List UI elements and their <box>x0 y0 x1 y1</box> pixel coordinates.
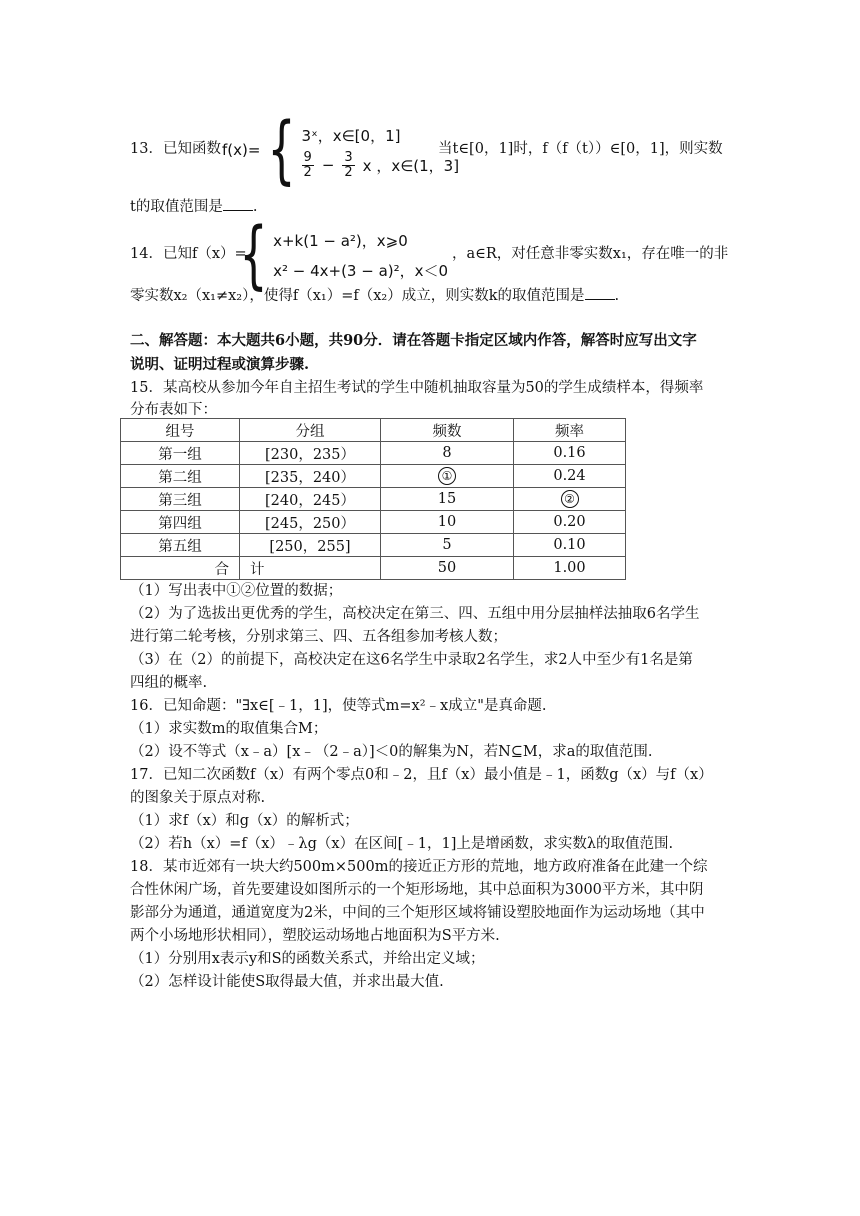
table-cell: 0.16 <box>514 442 626 465</box>
table-cell: 10 <box>381 511 514 534</box>
table-cell: [245，250） <box>240 511 381 534</box>
q14-line-2: 零实数x₂（x₁≠x₂），使得f（x₁）=f（x₂）成立，则实数k的取值范围是 . <box>130 285 619 307</box>
minus-sign: − <box>321 156 335 174</box>
table-row <box>121 442 626 465</box>
section-2-header-line-1: 二、解答题：本大题共6小题，共90分．请在答题卡指定区域内作答，解答时应写出文字 <box>130 332 697 349</box>
table-cell: [235，240） <box>240 465 381 488</box>
q18-line-1: 18．某市近郊有一块大约500m×500m的接近正方形的荒地，地方政府准备在此建一个综 <box>130 859 708 875</box>
q18-line-3: 影部分为通道，通道宽度为2米，中间的三个矩形区域将铺设塑胶地面作为运动场地（其中 <box>130 905 705 921</box>
q14-case-1: x+k(1 − a²)，x⩾0 <box>273 231 408 250</box>
table-cell: 第一组 <box>121 442 240 465</box>
q13-case-2-rest: x ，x∈(1，3] <box>362 156 460 175</box>
q14-line-2-text: 零实数x₂（x₁≠x₂），使得f（x₁）=f（x₂）成立，则实数k的取值范围是 <box>130 288 585 304</box>
q14-piecewise-function <box>236 212 449 298</box>
section-2-header-line-2: 说明、证明过程或演算步骤. <box>130 356 310 373</box>
q13-suffix: 当t∈[0，1]时，f（f（t））∈[0，1]，则实数 <box>438 141 723 157</box>
q18-part-1: （1）分别用x表示y和S的函数关系式，并给出定义域； <box>130 951 485 967</box>
q18-part-2: （2）怎样设计能使S取得最大值，并求出最大值. <box>130 974 444 990</box>
table-cell: 0.20 <box>514 511 626 534</box>
table-cell: 15 <box>381 488 514 511</box>
left-brace-icon: { <box>267 107 297 193</box>
table-cell: 0.10 <box>514 534 626 557</box>
fraction-9-2: $\frac{9}{2}$ <box>303 149 312 180</box>
q15-part-2-line-2: 进行第二轮考核，分别求第三、四、五各组参加考核人数； <box>130 629 507 645</box>
q13-line-2-text: t的取值范围是 <box>130 199 223 215</box>
table-header-cell: 分组 <box>240 419 381 442</box>
q16-part-1: （1）求实数m的取值集合M； <box>130 721 328 737</box>
table-row <box>121 511 626 534</box>
q17-line-1: 17．已知二次函数f（x）有两个零点0和﹣2，且f（x）最小值是﹣1，函数g（x）与f（x） <box>130 767 713 783</box>
table-cell: 8 <box>381 442 514 465</box>
table-header-cell: 频数 <box>381 419 514 442</box>
table-cell: 1.00 <box>514 557 626 580</box>
q17-line-2: 的图象关于原点对称. <box>130 790 266 806</box>
q14-prefix: 14．已知f（x）= <box>130 246 247 262</box>
q13-prefix: 13．已知函数 <box>130 141 221 157</box>
table-header-cell: 频率 <box>514 419 626 442</box>
table-cell: 第四组 <box>121 511 240 534</box>
table-cell: 第五组 <box>121 534 240 557</box>
q15-part-1: （1）写出表中①②位置的数据； <box>130 583 343 599</box>
table-cell: 合 <box>121 557 240 580</box>
q18-line-4: 两个小场地形状相同），塑胶运动场地占地面积为S平方米. <box>130 928 500 944</box>
table-cell: 第二组 <box>121 465 240 488</box>
q16-part-2: （2）设不等式（x﹣a）[x﹣（2﹣a）]＜0的解集为N，若N⊆M，求a的取值范围. <box>130 744 653 760</box>
q14-case-2: x² − 4x+(3 − a)²，x＜0 <box>273 261 449 280</box>
table-cell: 计 <box>240 557 381 580</box>
table-cell <box>381 465 514 488</box>
table-header-cell: 组号 <box>121 419 240 442</box>
table-row <box>121 465 626 488</box>
table-header-row <box>121 419 626 442</box>
q15-part-3-line-2: 四组的概率. <box>130 675 208 691</box>
frequency-table <box>120 418 626 580</box>
q13-case-2 <box>302 150 460 180</box>
q14-suffix: ，a∈R，对任意非零实数x₁，存在唯一的非 <box>452 246 729 262</box>
table-row <box>121 488 626 511</box>
table-row <box>121 534 626 557</box>
table-cell: [250，255] <box>240 534 381 557</box>
table-total-row <box>121 557 626 580</box>
q18-line-2: 合性休闲广场，首先要建设如图所示的一个矩形场地，其中总面积为3000平方米，其中阴 <box>130 882 704 898</box>
q13-piecewise-function <box>222 107 460 193</box>
answer-blank <box>223 196 253 211</box>
q16-line-1: 16．已知命题："∃x∈[﹣1，1]，使等式m=x²﹣x成立"是真命题. <box>130 698 547 714</box>
circled-1-marker: ① <box>438 467 456 485</box>
q13-fx-label: f(x)= <box>222 141 261 159</box>
q13-line-2: t的取值范围是 . <box>130 196 257 218</box>
q17-part-1: （1）求f（x）和g（x）的解析式； <box>130 813 359 829</box>
left-brace-icon: { <box>239 212 268 298</box>
q15-part-3-line-1: （3）在（2）的前提下，高校决定在这6名学生中录取2名学生，求2人中至少有1名是第 <box>130 652 693 668</box>
table-cell: [230，235） <box>240 442 381 465</box>
table-cell: 第三组 <box>121 488 240 511</box>
answer-blank <box>585 285 615 300</box>
q13-case-1: 3ˣ，x∈[0，1] <box>301 126 401 145</box>
q15-line-1: 15．某高校从参加今年自主招生考试的学生中随机抽取容量为50的学生成绩样本，得频率 <box>130 380 704 396</box>
table-cell: 5 <box>381 534 514 557</box>
q15-part-2-line-1: （2）为了选拔出更优秀的学生，高校决定在第三、四、五组中用分层抽样法抽取6名学生 <box>130 606 700 622</box>
circled-2-marker: ② <box>561 490 579 508</box>
table-cell: [240，245） <box>240 488 381 511</box>
table-cell <box>514 488 626 511</box>
fraction-3-2: $\frac{3}{2}$ <box>344 149 353 180</box>
q15-line-2: 分布表如下： <box>130 402 217 418</box>
q17-part-2: （2）若h（x）=f（x）﹣λg（x）在区间[﹣1，1]上是增函数，求实数λ的取值范围. <box>130 836 674 852</box>
table-cell: 0.24 <box>514 465 626 488</box>
table-cell: 50 <box>381 557 514 580</box>
